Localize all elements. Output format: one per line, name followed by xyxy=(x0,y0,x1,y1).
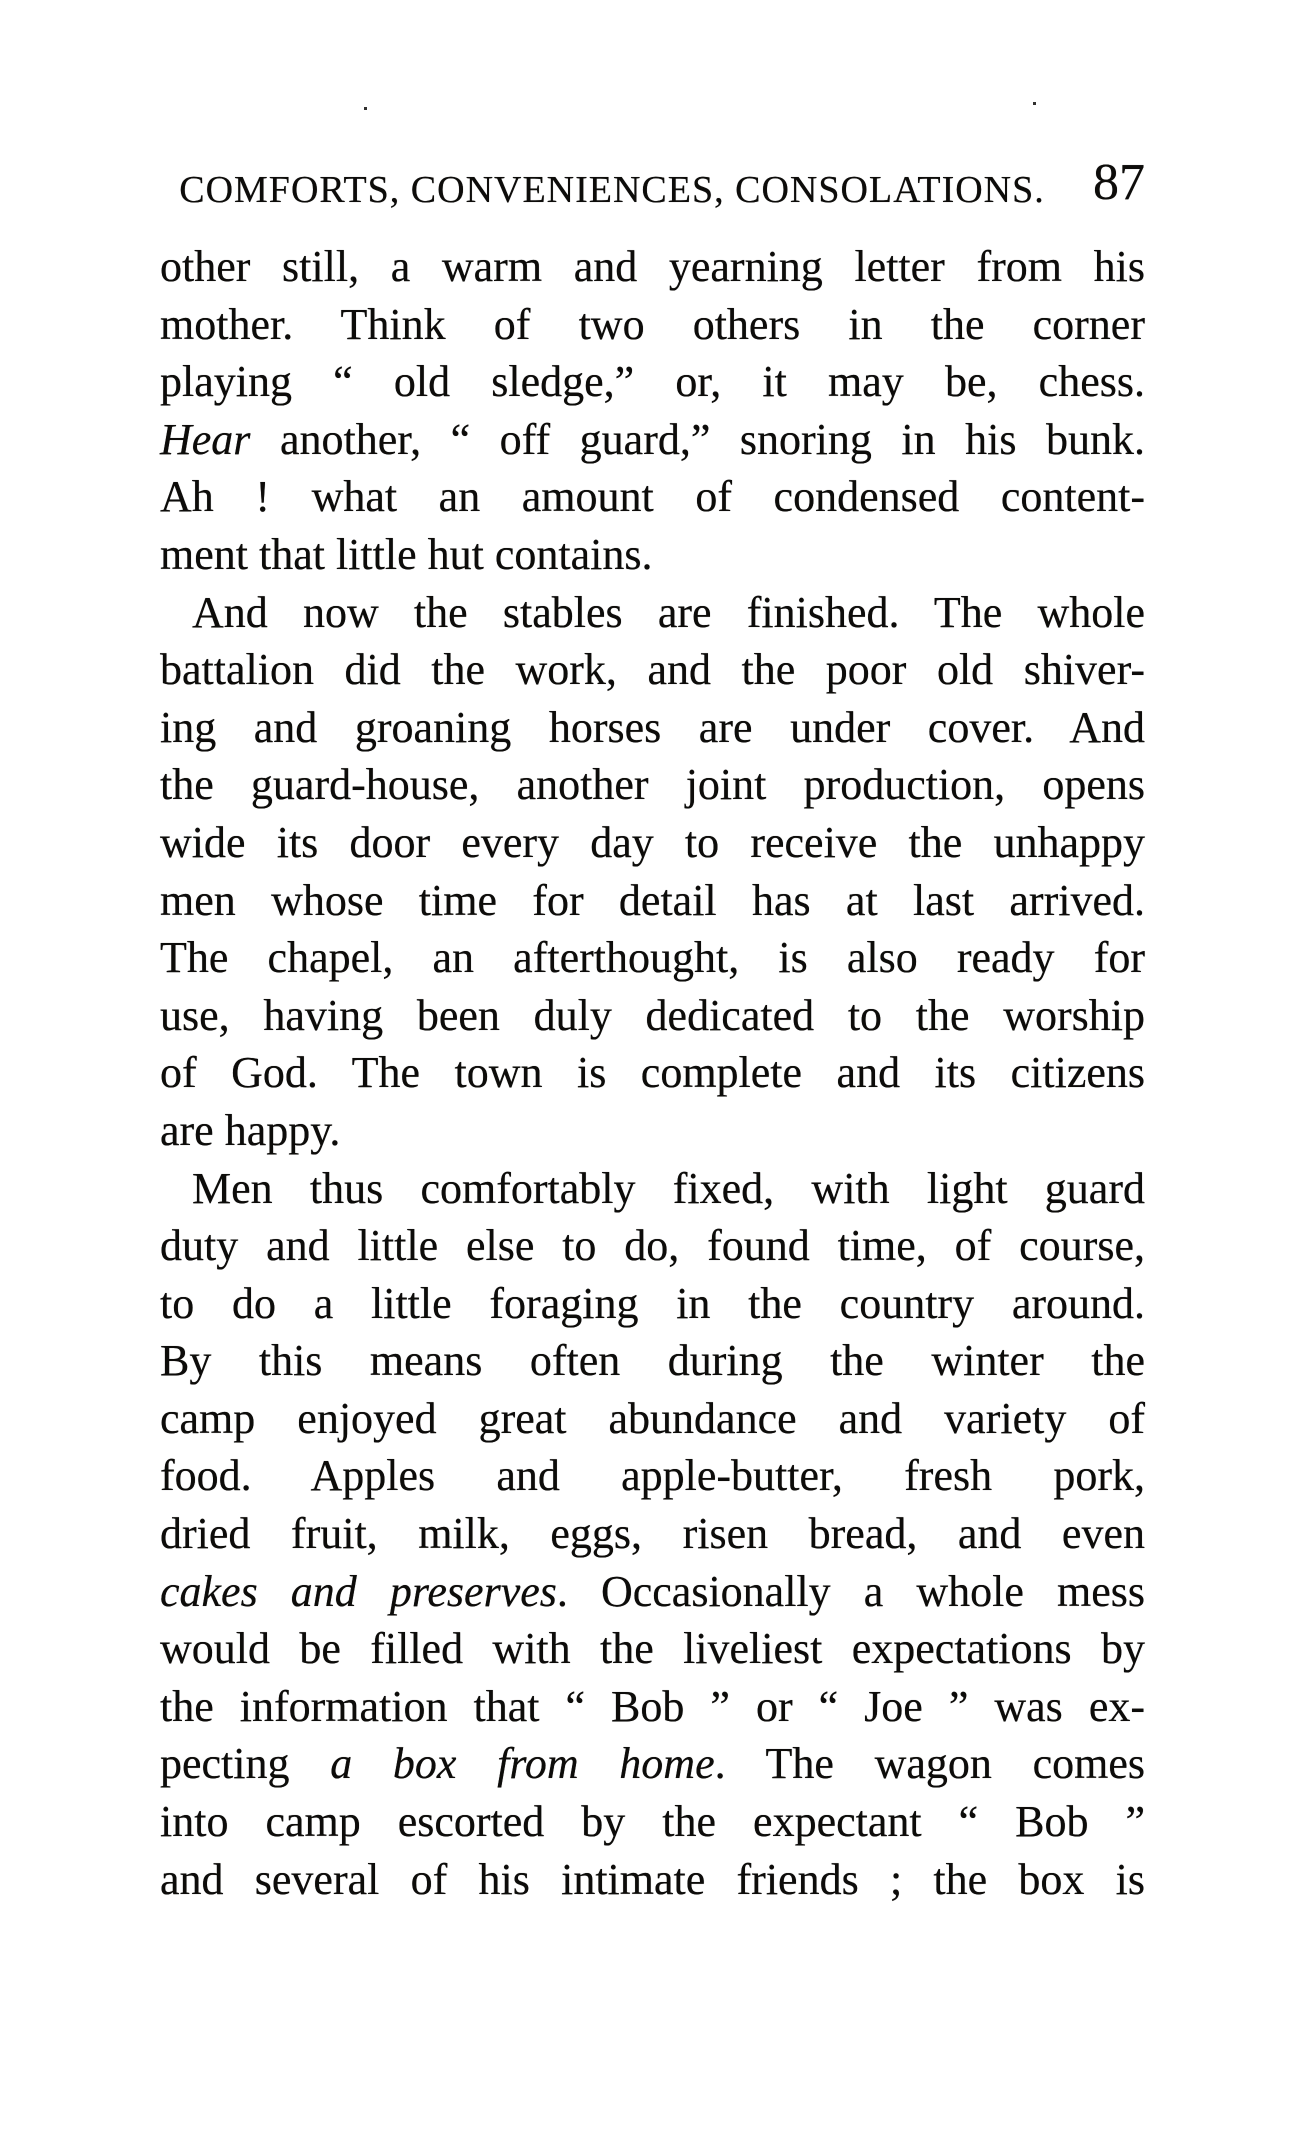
text-segment: use, having been duly dedicated to the worship xyxy=(160,990,1145,1040)
text-segment: . Occasionally a whole mess xyxy=(556,1566,1145,1616)
text-segment: other still, a warm and yearning letter from his xyxy=(160,242,1145,291)
text-segment: Men thus comfortably fixed, with light guard xyxy=(192,1163,1145,1213)
page-number: 87 xyxy=(1093,154,1145,211)
text-segment: playing “ old sledge,” or, it may be, chess. xyxy=(160,357,1145,407)
text-segment: would be filled with the liveliest expectations by xyxy=(160,1624,1145,1674)
text-line xyxy=(160,929,1145,987)
text-segment: The chapel, an afterthought, is also ready for xyxy=(160,933,1145,983)
text-line xyxy=(160,756,1145,814)
text-segment: Ah ! what an amount of condensed content- xyxy=(160,472,1145,522)
text-segment: men whose time for detail has at last arrived. xyxy=(160,875,1145,925)
italic-text: Hear xyxy=(160,414,251,464)
running-head xyxy=(160,0,1145,230)
text-segment: to do a little foraging in the country around. xyxy=(160,1278,1145,1328)
text-segment: the information that “ Bob ” or “ Joe ” was ex- xyxy=(160,1681,1145,1731)
text-line xyxy=(160,1563,1145,1621)
scan-speck xyxy=(364,107,367,110)
scan-speck xyxy=(1033,102,1036,105)
text-segment: ment that little hut contains. xyxy=(160,529,653,579)
body-text xyxy=(160,238,1145,1908)
text-segment: . The wagon comes xyxy=(714,1739,1146,1789)
text-line xyxy=(160,1793,1145,1851)
text-line xyxy=(160,641,1145,699)
text-segment: dried fruit, milk, eggs, risen bread, and even xyxy=(160,1509,1145,1559)
text-line xyxy=(160,1505,1145,1563)
text-segment: battalion did the work, and the poor old shiver- xyxy=(160,645,1145,695)
text-line xyxy=(160,1160,1145,1218)
text-line xyxy=(160,468,1145,526)
text-line xyxy=(160,411,1145,469)
text-line xyxy=(160,987,1145,1045)
text-segment: of God. The town is complete and its citizens xyxy=(160,1048,1145,1098)
italic-text: cakes and preserves xyxy=(160,1566,557,1616)
text-segment: camp enjoyed great abundance and variety of xyxy=(160,1393,1145,1443)
text-segment: food. Apples and apple-butter, fresh pork, xyxy=(160,1451,1145,1501)
text-line xyxy=(160,1390,1145,1448)
text-line xyxy=(160,238,1145,296)
text-line xyxy=(160,526,1145,584)
text-segment: By this means often during the winter the xyxy=(160,1336,1145,1386)
text-line xyxy=(160,1044,1145,1102)
chapter-header: COMFORTS, CONVENIENCES, CONSOLATIONS. xyxy=(179,169,1045,211)
text-line xyxy=(160,1851,1145,1909)
text-segment: into camp escorted by the expectant “ Bob ” xyxy=(160,1797,1145,1847)
text-line xyxy=(160,1678,1145,1736)
italic-text: a box from home xyxy=(330,1739,715,1789)
text-segment: ing and groaning horses are under cover. And xyxy=(160,702,1145,752)
text-line xyxy=(160,814,1145,872)
text-line xyxy=(160,1735,1145,1793)
text-segment: and several of his intimate friends ; the box is xyxy=(160,1854,1145,1904)
text-line xyxy=(160,1102,1145,1160)
text-segment: mother. Think of two others in the corner xyxy=(160,299,1145,349)
text-line xyxy=(160,1332,1145,1390)
text-segment: pecting xyxy=(160,1739,331,1789)
text-line xyxy=(160,1620,1145,1678)
text-line xyxy=(160,353,1145,411)
text-segment: wide its door every day to receive the unhappy xyxy=(160,817,1145,867)
text-line xyxy=(160,1447,1145,1505)
text-line xyxy=(160,584,1145,642)
text-segment: And now the stables are finished. The whole xyxy=(192,587,1145,637)
text-line xyxy=(160,872,1145,930)
text-line xyxy=(160,1275,1145,1333)
text-segment: are happy. xyxy=(160,1105,341,1155)
text-line xyxy=(160,1217,1145,1275)
text-line xyxy=(160,699,1145,757)
text-segment: the guard-house, another joint production, opens xyxy=(160,760,1145,810)
text-line xyxy=(160,296,1145,354)
text-segment: duty and little else to do, found time, of course, xyxy=(160,1221,1145,1271)
text-segment: another, “ off guard,” snoring in his bunk. xyxy=(250,414,1145,464)
